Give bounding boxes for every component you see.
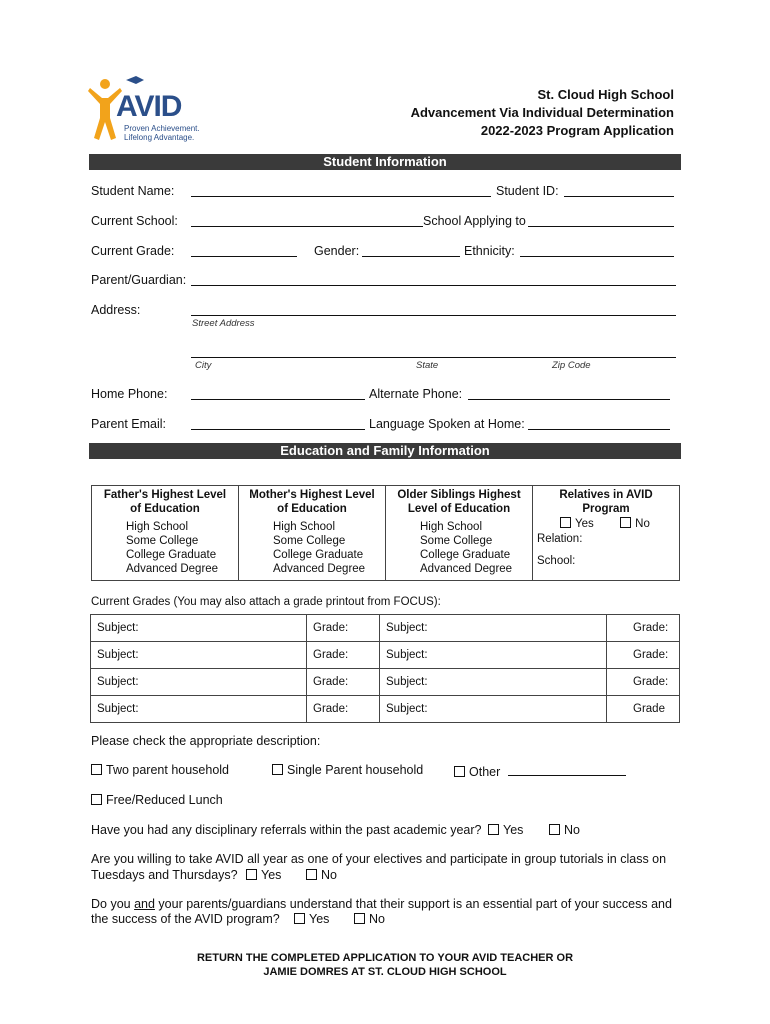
single-parent-label: Single Parent household xyxy=(287,763,424,777)
relation-label: Relation: xyxy=(537,533,583,545)
grades-row xyxy=(91,615,680,642)
grade-cell[interactable]: Grade: xyxy=(307,669,380,696)
current-school-label: Current School: xyxy=(91,214,178,228)
address-label: Address: xyxy=(91,303,141,317)
q3-yes-label: Yes xyxy=(309,912,330,926)
return-line-1: RETURN THE COMPLETED APPLICATION TO YOUR AVID TEACHER OR xyxy=(196,952,574,964)
state-caption: State xyxy=(416,360,439,371)
siblings-education-cell xyxy=(386,486,533,581)
option-college-graduate[interactable]: College Graduate xyxy=(420,549,511,561)
siblings-options[interactable] xyxy=(386,516,532,580)
relatives-no-checkbox[interactable] xyxy=(620,517,631,528)
mother-education-cell xyxy=(239,486,386,581)
lunch-checkbox[interactable] xyxy=(91,794,102,805)
siblings-heading-1: Older Siblings Highest xyxy=(397,489,521,501)
grades-row xyxy=(91,696,680,723)
question-commitment-line1: Are you willing to take AVID all year as one of your electives and participate in group tutorials in class on xyxy=(91,852,667,866)
student-name-field[interactable] xyxy=(191,184,491,197)
relative-school-label: School: xyxy=(537,555,576,567)
q3-yes-checkbox[interactable] xyxy=(294,913,305,924)
current-grade-field[interactable] xyxy=(191,244,297,257)
grades-table xyxy=(90,614,680,723)
q3-pre-text: Do you xyxy=(91,897,135,911)
father-education-cell xyxy=(92,486,239,581)
relatives-cell xyxy=(533,486,680,581)
city-caption: City xyxy=(195,360,212,371)
subject-cell[interactable]: Subject: xyxy=(380,642,607,669)
other-label: Other xyxy=(469,765,501,779)
grades-caption: Current Grades (You may also attach a grade printout from FOCUS): xyxy=(91,596,441,608)
relatives-heading-1: Relatives in AVID xyxy=(559,489,653,501)
subject-cell[interactable]: Subject: xyxy=(91,642,307,669)
mother-heading-1: Mother's Highest Level xyxy=(249,489,375,501)
q3-post-text: your parents/guardians understand that their support is an essential part of your success and xyxy=(154,897,672,911)
q1-yes-option[interactable] xyxy=(488,823,523,837)
option-high-school[interactable]: High School xyxy=(420,521,483,533)
gender-label: Gender: xyxy=(314,244,360,258)
student-id-label: Student ID: xyxy=(496,184,559,198)
student-id-field[interactable] xyxy=(564,184,674,197)
zip-caption: Zip Code xyxy=(552,360,591,371)
q2-no-label: No xyxy=(321,868,337,882)
mother-heading-2: of Education xyxy=(277,503,347,515)
student-info-header: Student Information xyxy=(89,154,681,170)
logo-tagline-1: Proven Achievement. xyxy=(124,124,200,133)
language-field[interactable] xyxy=(528,417,670,430)
option-advanced-degree[interactable]: Advanced Degree xyxy=(126,563,219,575)
q2-yes-checkbox[interactable] xyxy=(246,869,257,880)
description-prompt: Please check the appropriate description: xyxy=(91,734,321,748)
return-line-2: JAMIE DOMRES AT ST. CLOUD HIGH SCHOOL xyxy=(263,966,507,978)
program-name: Advancement Via Individual Determination xyxy=(410,105,674,120)
street-address-caption: Street Address xyxy=(192,318,255,329)
q2-yes-label: Yes xyxy=(261,868,282,882)
question-support-line1 xyxy=(91,897,672,911)
lunch-label: Free/Reduced Lunch xyxy=(106,793,223,807)
single-parent-checkbox[interactable] xyxy=(272,764,283,775)
document-header xyxy=(411,86,674,140)
relatives-yes-label: Yes xyxy=(575,518,594,530)
grades-row xyxy=(91,642,680,669)
q3-no-checkbox[interactable] xyxy=(354,913,365,924)
parent-email-field[interactable] xyxy=(191,417,365,430)
school-applying-label: School Applying to xyxy=(423,214,526,228)
ethnicity-label: Ethnicity: xyxy=(464,244,515,258)
parent-email-label: Parent Email: xyxy=(91,417,167,431)
parent-guardian-label: Parent/Guardian: xyxy=(91,273,187,287)
education-table xyxy=(91,485,680,581)
two-parent-option[interactable] xyxy=(91,763,229,777)
street-address-field[interactable] xyxy=(191,303,676,316)
subject-cell[interactable]: Subject: xyxy=(91,669,307,696)
q3-yes-option[interactable] xyxy=(294,912,329,926)
school-name: St. Cloud High School xyxy=(537,87,674,102)
relatives-no-label: No xyxy=(635,518,650,530)
option-some-college[interactable]: Some College xyxy=(126,535,199,547)
grade-cell[interactable]: Grade: xyxy=(307,696,380,723)
other-checkbox[interactable] xyxy=(454,766,465,777)
q1-no-checkbox[interactable] xyxy=(549,824,560,835)
single-parent-option[interactable] xyxy=(272,763,423,777)
logo-tagline-2: Lifelong Advantage. xyxy=(124,133,195,142)
grade-cell[interactable]: Grade: xyxy=(307,642,380,669)
two-parent-checkbox[interactable] xyxy=(91,764,102,775)
return-instructions xyxy=(0,951,770,979)
q1-yes-label: Yes xyxy=(503,823,524,837)
alternate-phone-field[interactable] xyxy=(468,387,670,400)
city-state-zip-field[interactable] xyxy=(191,345,676,358)
q3-no-option[interactable] xyxy=(354,912,385,926)
logo-word: AVID xyxy=(116,90,182,123)
avid-logo xyxy=(86,74,206,146)
grade-cell[interactable]: Grade: xyxy=(307,615,380,642)
question-disciplinary: Have you had any disciplinary referrals within the past academic year? xyxy=(91,823,482,837)
lunch-option[interactable] xyxy=(91,793,223,807)
current-school-field[interactable] xyxy=(191,214,423,227)
father-heading-1: Father's Highest Level xyxy=(103,489,227,501)
language-label: Language Spoken at Home: xyxy=(369,417,525,431)
option-some-college[interactable]: Some College xyxy=(273,535,346,547)
parent-guardian-field[interactable] xyxy=(191,273,676,286)
option-high-school[interactable]: High School xyxy=(126,521,189,533)
ethnicity-field[interactable] xyxy=(520,244,674,257)
father-options[interactable] xyxy=(92,516,238,580)
subject-cell[interactable]: Subject: xyxy=(91,696,307,723)
mother-options[interactable] xyxy=(239,516,385,580)
option-some-college[interactable]: Some College xyxy=(420,535,493,547)
two-parent-label: Two parent household xyxy=(106,763,230,777)
school-applying-field[interactable] xyxy=(528,214,674,227)
home-phone-field[interactable] xyxy=(191,387,365,400)
other-option[interactable] xyxy=(454,763,626,779)
q1-yes-checkbox[interactable] xyxy=(488,824,499,835)
application-title: 2022-2023 Program Application xyxy=(480,123,674,138)
option-advanced-degree[interactable]: Advanced Degree xyxy=(420,563,513,575)
subject-cell[interactable]: Subject: xyxy=(380,696,607,723)
q2-no-checkbox[interactable] xyxy=(306,869,317,880)
q1-no-label: No xyxy=(564,823,580,837)
grade-cell[interactable]: Grade xyxy=(607,696,680,723)
q2-yes-option[interactable] xyxy=(246,868,281,882)
q3-no-label: No xyxy=(369,912,385,926)
relatives-heading-2: Program xyxy=(582,503,630,515)
subject-cell[interactable]: Subject: xyxy=(380,615,607,642)
option-advanced-degree[interactable]: Advanced Degree xyxy=(273,563,366,575)
option-high-school[interactable]: High School xyxy=(273,521,336,533)
q1-no-option[interactable] xyxy=(549,823,580,837)
grade-cell[interactable]: Grade: xyxy=(607,669,680,696)
current-grade-label: Current Grade: xyxy=(91,244,175,258)
q3-and-underlined: and xyxy=(134,897,155,911)
grades-row xyxy=(91,669,680,696)
option-college-graduate[interactable]: College Graduate xyxy=(126,549,217,561)
relatives-yes-checkbox[interactable] xyxy=(560,517,571,528)
home-phone-label: Home Phone: xyxy=(91,387,168,401)
subject-cell[interactable]: Subject: xyxy=(380,669,607,696)
option-college-graduate[interactable]: College Graduate xyxy=(273,549,364,561)
gender-field[interactable] xyxy=(362,244,460,257)
siblings-heading-2: Level of Education xyxy=(407,503,511,515)
alternate-phone-label: Alternate Phone: xyxy=(369,387,463,401)
relatives-yes-no xyxy=(533,516,679,531)
q2-no-option[interactable] xyxy=(306,868,337,882)
other-field[interactable] xyxy=(508,763,626,776)
father-heading-2: of Education xyxy=(130,503,200,515)
subject-cell[interactable]: Subject: xyxy=(91,615,307,642)
grade-cell[interactable]: Grade: xyxy=(607,615,680,642)
education-header: Education and Family Information xyxy=(89,443,681,459)
student-name-label: Student Name: xyxy=(91,184,175,198)
question-support-line2: the success of the AVID program? xyxy=(91,912,280,926)
grade-cell[interactable]: Grade: xyxy=(607,642,680,669)
question-commitment-line2: Tuesdays and Thursdays? xyxy=(91,868,238,882)
